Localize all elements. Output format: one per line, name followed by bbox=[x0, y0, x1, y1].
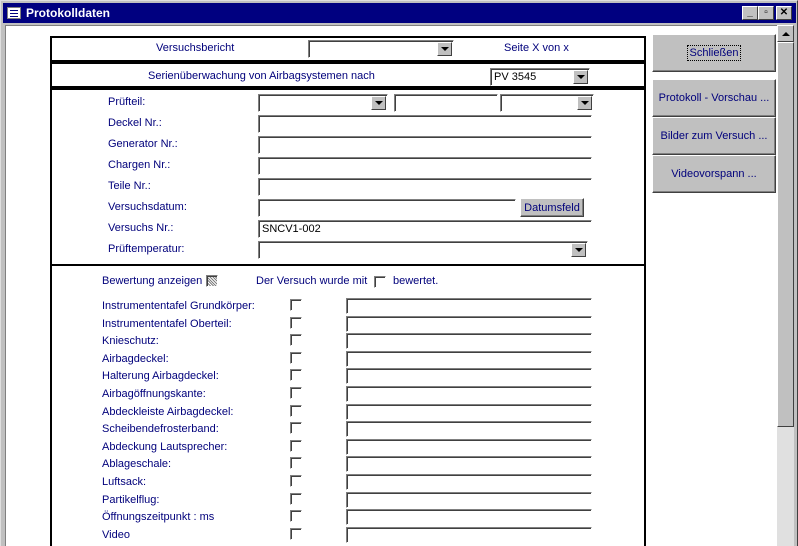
chevron-down-icon[interactable] bbox=[571, 243, 586, 257]
protokoll-vorschau-button[interactable]: Protokoll - Vorschau ... bbox=[652, 79, 776, 117]
bewertung-item-input[interactable] bbox=[346, 316, 592, 332]
serienueberwachung-label: Serienüberwachung von Airbagsystemen nach bbox=[148, 70, 375, 82]
bewertung-item-checkbox[interactable] bbox=[290, 299, 302, 311]
bewertung-item-label: Luftsack: bbox=[102, 476, 147, 488]
page-counter: Seite X von x bbox=[504, 42, 569, 54]
bewertung-item-input[interactable] bbox=[346, 368, 592, 384]
bewertung-item-label: Abdeckleiste Airbagdeckel: bbox=[102, 406, 234, 418]
videovorspann-button[interactable]: Videovorspann ... bbox=[652, 155, 776, 193]
versuchsdatum-label: Versuchsdatum: bbox=[108, 201, 187, 213]
bewertung-item-label: Instrumententafel Grundkörper: bbox=[102, 300, 255, 312]
bewertung-item-checkbox[interactable] bbox=[290, 317, 302, 329]
chargen-label: Chargen Nr.: bbox=[108, 159, 171, 171]
schliessen-button[interactable] bbox=[652, 34, 776, 72]
prueftemperatur-combo[interactable] bbox=[258, 241, 588, 259]
bewertung-item-input[interactable] bbox=[346, 351, 592, 367]
bewertung-item-label: Instrumententafel Oberteil: bbox=[102, 318, 232, 330]
restore-button[interactable]: ▫ bbox=[758, 6, 774, 20]
bewertung-item-label: Airbagöffnungskante: bbox=[102, 388, 206, 400]
bewertung-item-checkbox[interactable] bbox=[290, 440, 302, 452]
bewertung-item-checkbox[interactable] bbox=[290, 457, 302, 469]
versuchs-nr-input[interactable]: SNCV1-002 bbox=[258, 220, 592, 238]
pruefteil-section bbox=[50, 88, 646, 266]
vertical-scrollbar[interactable] bbox=[777, 25, 794, 546]
bewertung-item-input[interactable] bbox=[346, 298, 592, 314]
serienueberwachung-section bbox=[50, 62, 646, 88]
bewertung-item-checkbox[interactable] bbox=[290, 352, 302, 364]
bewertung-item-input[interactable] bbox=[346, 421, 592, 437]
bewertung-item-checkbox[interactable] bbox=[290, 510, 302, 522]
versuchsdatum-input[interactable] bbox=[258, 199, 516, 217]
bewertung-item-input[interactable] bbox=[346, 404, 592, 420]
form-icon bbox=[7, 7, 21, 19]
pv-norm-combo[interactable] bbox=[490, 68, 590, 86]
generator-label: Generator Nr.: bbox=[108, 138, 178, 150]
bewertung-item-input[interactable] bbox=[346, 439, 592, 455]
generator-input[interactable] bbox=[258, 136, 592, 154]
versuch-bewertet-checkbox[interactable] bbox=[374, 276, 386, 288]
title-bar[interactable] bbox=[3, 3, 796, 23]
bewertet-label: bewertet. bbox=[393, 275, 439, 287]
versuchsbericht-combo[interactable] bbox=[308, 40, 454, 58]
scrollbar-thumb[interactable] bbox=[777, 42, 794, 427]
chevron-down-icon[interactable] bbox=[371, 96, 386, 110]
versuchsbericht-section bbox=[50, 36, 646, 62]
pruefteil-label: Prüfteil: bbox=[108, 96, 146, 108]
bewertung-item-checkbox[interactable] bbox=[290, 493, 302, 505]
bewertung-item-checkbox[interactable] bbox=[290, 405, 302, 417]
chevron-down-icon[interactable] bbox=[577, 96, 592, 110]
minimize-button[interactable]: _ bbox=[742, 6, 758, 20]
bewertung-item-input[interactable] bbox=[346, 509, 592, 525]
bewertung-item-checkbox[interactable] bbox=[290, 528, 302, 540]
bewertung-item-input[interactable] bbox=[346, 474, 592, 490]
bewertung-item-label: Halterung Airbagdeckel: bbox=[102, 370, 219, 382]
bewertung-item-label: Abdeckung Lautsprecher: bbox=[102, 441, 228, 453]
bewertung-item-label: Ablageschale: bbox=[102, 458, 172, 470]
bewertung-item-input[interactable] bbox=[346, 527, 592, 543]
bewertung-item-label: Knieschutz: bbox=[102, 335, 159, 347]
bewertung-item-label: Airbagdeckel: bbox=[102, 353, 169, 365]
chevron-down-icon[interactable] bbox=[573, 70, 588, 84]
teile-input[interactable] bbox=[258, 178, 592, 196]
pruefteil-field-2[interactable] bbox=[394, 94, 498, 112]
bewertung-item-checkbox[interactable] bbox=[290, 475, 302, 487]
versuchsbericht-label: Versuchsbericht bbox=[156, 42, 235, 54]
schliessen-label: Schließen bbox=[687, 45, 742, 61]
scroll-up-arrow-icon[interactable] bbox=[777, 25, 794, 42]
protocol-form bbox=[50, 36, 646, 546]
deckel-input[interactable] bbox=[258, 115, 592, 133]
bewertung-item-label: Partikelflug: bbox=[102, 494, 160, 506]
bewertung-item-checkbox[interactable] bbox=[290, 422, 302, 434]
prueftemperatur-label: Prüftemperatur: bbox=[108, 243, 185, 255]
pv-norm-value: PV 3545 bbox=[494, 71, 537, 83]
chargen-input[interactable] bbox=[258, 157, 592, 175]
bewertung-item-input[interactable] bbox=[346, 492, 592, 508]
deckel-label: Deckel Nr.: bbox=[108, 117, 162, 129]
window-title: Protokolldaten bbox=[26, 6, 111, 20]
bilder-zum-versuch-button[interactable]: Bilder zum Versuch ... bbox=[652, 117, 776, 155]
versuch-bewertet-label: Der Versuch wurde mit bbox=[256, 275, 368, 287]
close-window-button[interactable]: ✕ bbox=[776, 6, 792, 20]
bewertung-item-checkbox[interactable] bbox=[290, 387, 302, 399]
pruefteil-combo-1[interactable] bbox=[258, 94, 388, 112]
bewertung-item-input[interactable] bbox=[346, 386, 592, 402]
bewertung-item-checkbox[interactable] bbox=[290, 334, 302, 346]
datumsfeld-button[interactable]: Datumsfeld bbox=[520, 198, 584, 217]
bewertung-section bbox=[50, 264, 646, 546]
teile-label: Teile Nr.: bbox=[108, 180, 151, 192]
bewertung-anzeigen-checkbox[interactable] bbox=[206, 275, 218, 287]
bewertung-item-input[interactable] bbox=[346, 456, 592, 472]
bewertung-item-label: Video bbox=[102, 529, 130, 541]
form-client-area bbox=[5, 25, 777, 546]
bewertung-item-label: Scheibendefrosterband: bbox=[102, 423, 219, 435]
bewertung-item-label: Öffnungszeitpunkt : ms bbox=[102, 511, 215, 523]
pruefteil-combo-3[interactable] bbox=[500, 94, 594, 112]
bewertung-anzeigen-label: Bewertung anzeigen bbox=[102, 275, 203, 287]
chevron-down-icon[interactable] bbox=[437, 42, 452, 56]
bewertung-item-checkbox[interactable] bbox=[290, 369, 302, 381]
bewertung-item-input[interactable] bbox=[346, 333, 592, 349]
versuchs-nr-label: Versuchs Nr.: bbox=[108, 222, 174, 234]
